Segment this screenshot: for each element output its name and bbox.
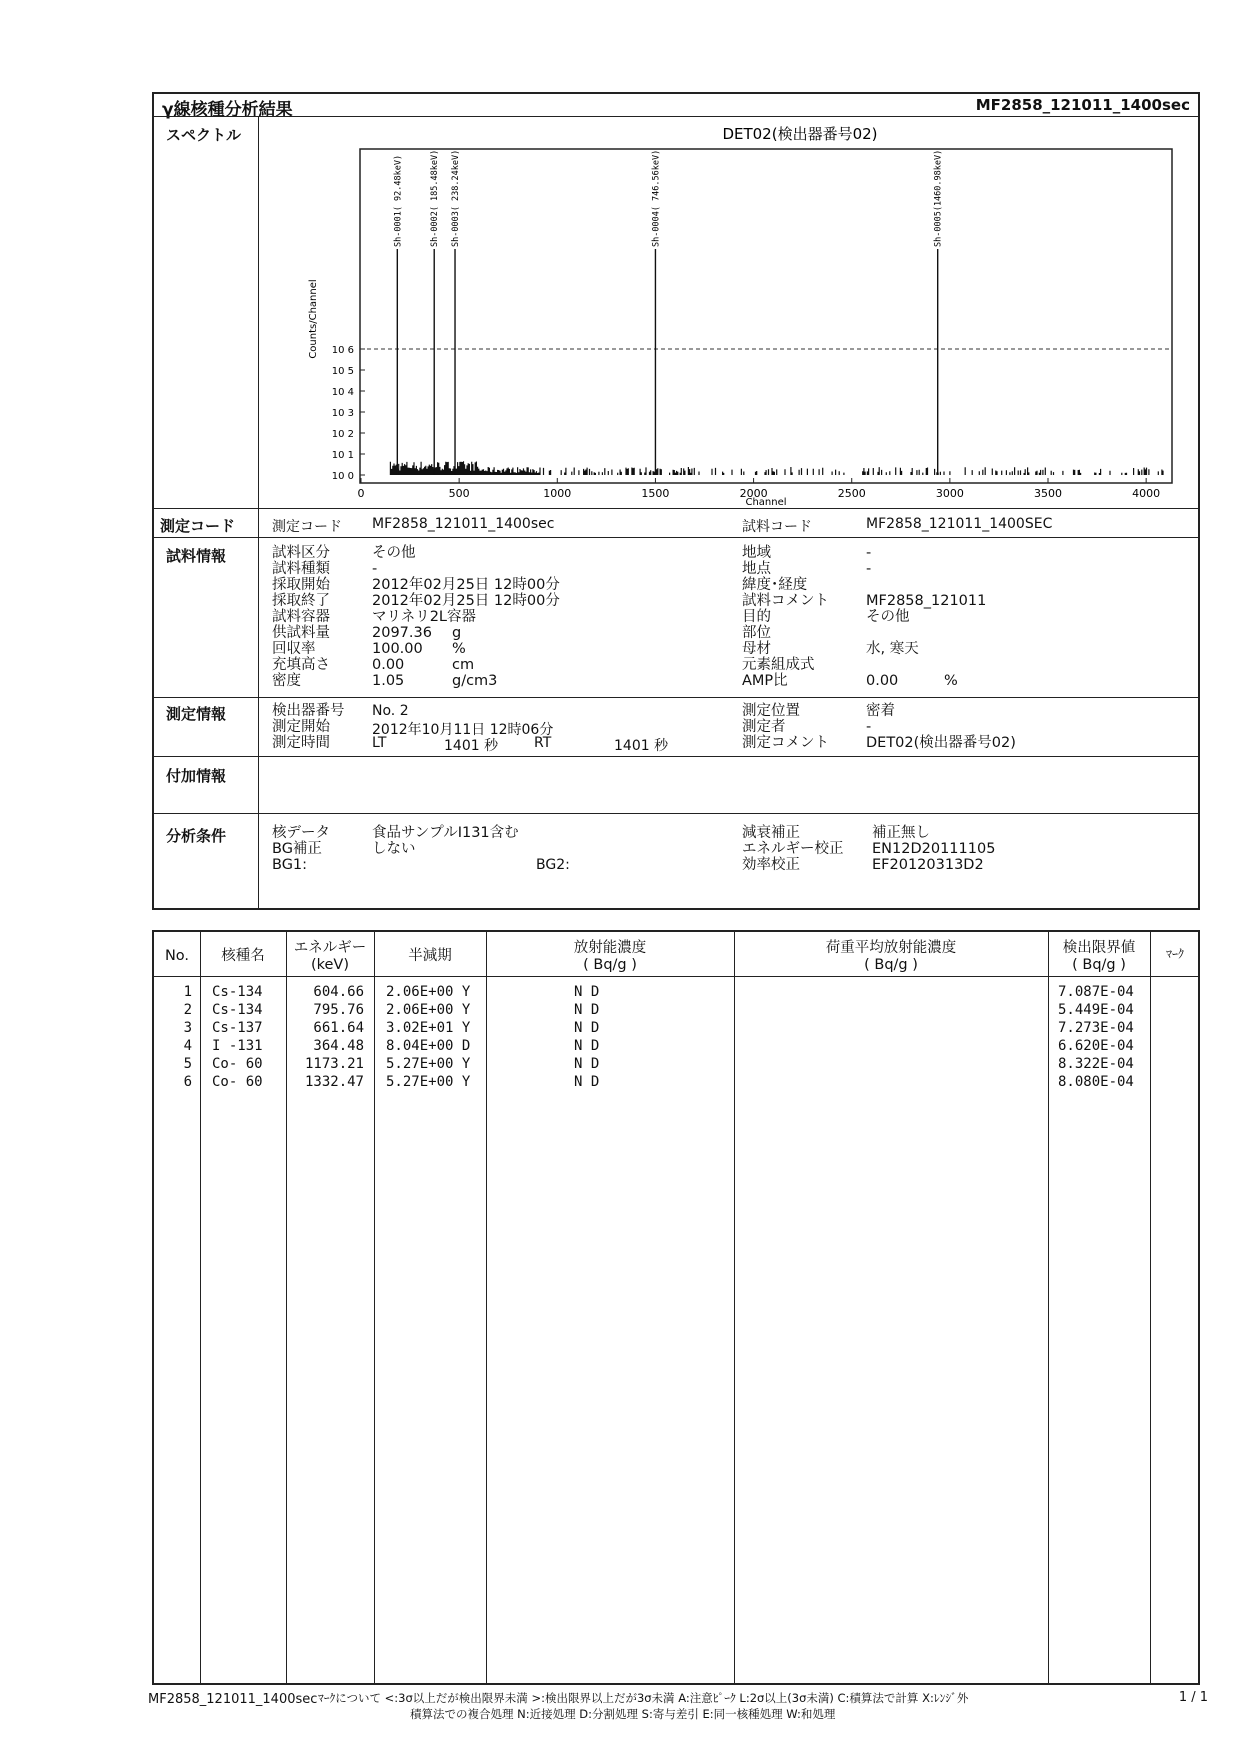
column-divider <box>200 932 201 1683</box>
analysis-section-label: 分析条件 <box>166 827 227 845</box>
cell-activity: N D <box>574 1020 600 1036</box>
y-tick-label: 10 5 <box>331 366 354 377</box>
measurement-code-value: MF2858_121011_1400sec <box>372 516 555 532</box>
y-tick-label: 10 4 <box>331 387 354 398</box>
divider <box>154 508 1198 509</box>
cell-halflife: 8.04E+00 D <box>386 1038 471 1054</box>
spectrum-noise <box>390 461 1163 475</box>
report-title: γ線核種分析結果 <box>162 100 293 120</box>
divider <box>154 116 1198 117</box>
cell-no: 4 <box>183 1038 192 1054</box>
measure-start: 2012年10月11日 12時06分 <box>372 722 554 738</box>
cell-nuclide: Co- 60 <box>212 1056 263 1072</box>
footer-legend-line1: ﾏｰｸについて <:3σ以上だが検出限界未満 >:検出限界以上だが3σ未満 A:注意ﾋﾟｰｸ L:2σ以上(3σ未満) C:積算法で計算 X:ﾚﾝｼﾞ外 <box>318 1691 969 1705</box>
header-mark: ﾏｰｸ <box>1165 947 1184 961</box>
measure-info-right-labels: 測定位置 測定者 測定コメント <box>742 703 829 751</box>
cell-limit: 5.449E-04 <box>1058 1002 1134 1018</box>
cell-halflife: 5.27E+00 Y <box>386 1056 471 1072</box>
measure-info-right-values: 密着 - DET02(検出器番号02) <box>866 703 1016 751</box>
analysis-right-labels: 減衰補正 エネルギー校正 効率校正 <box>742 825 844 873</box>
cell-nuclide: Cs-134 <box>212 984 263 1000</box>
cell-nuclide: Cs-134 <box>212 1002 263 1018</box>
analysis-right-values: 補正無し EN12D20111105 EF20120313D2 <box>872 825 996 873</box>
cell-energy: 661.64 <box>313 1020 364 1036</box>
bg2-label: BG2: <box>536 857 570 873</box>
header-weighted: 荷重平均放射能濃度 ( Bq/g ) <box>825 940 957 973</box>
x-tick-label: 1000 <box>543 487 572 500</box>
sample-info-units: g % cm g/cm3 <box>452 625 498 689</box>
sample-info-right-labels: 地域 地点 緯度･経度 試料コメント 目的 部位 母材 元素組成式 AMP比 <box>742 545 829 689</box>
measure-info-section-label: 測定情報 <box>166 705 227 723</box>
peak-label: Sh-0002( 185.48keV) <box>430 149 441 247</box>
x-tick-label: 2500 <box>837 487 866 500</box>
lt-label: LT <box>372 735 387 751</box>
sample-info-labels: 試料区分 試料種類 採取開始 採取終了 試料容器 供試料量 回収率 充填高さ 密度 <box>272 545 330 689</box>
spectrum-chart <box>262 119 1198 507</box>
header-activity: 放射能濃度 ( Bq/g ) <box>573 940 647 973</box>
chart-title: DET02(検出器番号02) <box>722 125 878 143</box>
page-number: 1 / 1 <box>1178 1690 1208 1705</box>
cell-activity: N D <box>574 984 600 1000</box>
cell-halflife: 2.06E+00 Y <box>386 984 471 1000</box>
cell-no: 3 <box>183 1020 192 1036</box>
cell-energy: 364.48 <box>313 1038 364 1054</box>
cell-activity: N D <box>574 1056 600 1072</box>
divider <box>154 697 1198 698</box>
plot-frame <box>360 149 1172 483</box>
analysis-labels: 核データ BG補正 BG1: <box>272 825 330 873</box>
y-tick-label: 10 2 <box>331 429 354 440</box>
cell-no: 2 <box>183 1002 192 1018</box>
sample-info-values: その他 - 2012年02月25日 12時00分 2012年02月25日 12時00分 マリネリ2L容器 2097.36 100.00 0.00 1.05 <box>372 545 560 689</box>
divider <box>154 537 1198 538</box>
footer <box>148 1688 1208 1728</box>
sample-code-value: MF2858_121011_1400SEC <box>866 516 1053 532</box>
y-tick-label: 10 0 <box>331 471 354 482</box>
analysis-values: 食品サンプルI131含む しない <box>372 825 519 857</box>
header-no: No. <box>164 948 190 964</box>
sample-info-section-label: 試料情報 <box>166 547 227 565</box>
peak-label: Sh-0005(1460.98keV) <box>933 149 944 247</box>
spectrum-trace <box>390 461 1163 475</box>
sample-code-label: 試料コード <box>742 519 812 535</box>
x-tick-label: 4000 <box>1132 487 1161 500</box>
header-limit: 検出限界値 ( Bq/g ) <box>1062 940 1136 973</box>
cell-limit: 8.322E-04 <box>1058 1056 1134 1072</box>
cell-no: 6 <box>183 1074 192 1090</box>
rt-value: 1401 秒 <box>614 738 669 754</box>
divider <box>154 813 1198 814</box>
peak-label: Sh-0001( 92.48keV) <box>393 154 404 247</box>
footer-report-id: MF2858_121011_1400sec <box>148 1692 318 1707</box>
spectrum-section-label: スペクトル <box>166 126 242 144</box>
column-divider <box>734 932 735 1683</box>
footer-legend-line2: 積算法での複合処理 N:近接処理 D:分割処理 S:寄与差引 E:同一核種処理 W:和処理 <box>410 1707 836 1721</box>
peak-label: Sh-0004( 746.56keV) <box>651 149 662 247</box>
cell-limit: 6.620E-04 <box>1058 1038 1134 1054</box>
report-box <box>152 92 1200 910</box>
peak-markers <box>393 150 943 475</box>
sample-info-right-units: % <box>944 673 958 689</box>
x-tick-label: 500 <box>448 487 470 500</box>
cell-limit: 7.087E-04 <box>1058 984 1134 1000</box>
cell-energy: 1332.47 <box>304 1074 364 1090</box>
header-halflife: 半減期 <box>408 948 452 964</box>
cell-activity: N D <box>574 1038 600 1054</box>
measure-info-labels: 検出器番号 測定開始 測定時間 <box>272 703 345 751</box>
x-axis-label: Channel <box>745 497 787 507</box>
cell-limit: 7.273E-04 <box>1058 1020 1134 1036</box>
cell-halflife: 2.06E+00 Y <box>386 1002 471 1018</box>
cell-limit: 8.080E-04 <box>1058 1074 1134 1090</box>
lt-value: 1401 秒 <box>444 738 499 754</box>
x-tick-label: 2000 <box>739 487 768 500</box>
header-energy: エネルギー (keV) <box>293 940 367 973</box>
column-divider <box>1048 932 1049 1683</box>
x-tick-label: 3500 <box>1034 487 1063 500</box>
cell-no: 5 <box>183 1056 192 1072</box>
peak-label: Sh-0003( 238.24keV) <box>451 149 462 247</box>
cell-nuclide: Co- 60 <box>212 1074 263 1090</box>
y-tick-label: 10 3 <box>331 408 354 419</box>
cell-halflife: 3.02E+01 Y <box>386 1020 471 1036</box>
y-tick-label: 10 6 <box>331 345 354 356</box>
cell-activity: N D <box>574 1002 600 1018</box>
divider <box>154 756 1198 757</box>
additional-info-section-label: 付加情報 <box>166 767 227 785</box>
measurement-code-label: 測定コード <box>272 519 342 535</box>
header-divider <box>154 976 1198 977</box>
cell-nuclide: I -131 <box>212 1038 263 1054</box>
y-axis-label: Counts/Channel <box>308 279 319 359</box>
measurement-code-section-label: 測定コード <box>160 517 236 535</box>
cell-no: 1 <box>183 984 192 1000</box>
cell-nuclide: Cs-137 <box>212 1020 263 1036</box>
x-tick-label: 3000 <box>935 487 964 500</box>
cell-energy: 604.66 <box>313 984 364 1000</box>
column-divider <box>486 932 487 1683</box>
report-id: MF2858_121011_1400sec <box>975 96 1190 114</box>
x-tick-label: 1500 <box>641 487 670 500</box>
cell-halflife: 5.27E+00 Y <box>386 1074 471 1090</box>
sample-info-right-values: - - MF2858_121011 その他 水, 寒天 0.00 <box>866 545 987 689</box>
header-nuclide: 核種名 <box>221 948 265 964</box>
cell-energy: 1173.21 <box>304 1056 364 1072</box>
column-divider <box>1150 932 1151 1683</box>
cell-activity: N D <box>574 1074 600 1090</box>
y-tick-label: 10 1 <box>331 450 354 461</box>
results-table <box>152 930 1200 1685</box>
column-divider <box>374 932 375 1683</box>
x-tick-label: 0 <box>357 487 365 500</box>
detector-number: No. 2 <box>372 703 409 719</box>
cell-energy: 795.76 <box>313 1002 364 1018</box>
rt-label: RT <box>534 735 552 751</box>
label-column-divider <box>258 116 259 910</box>
